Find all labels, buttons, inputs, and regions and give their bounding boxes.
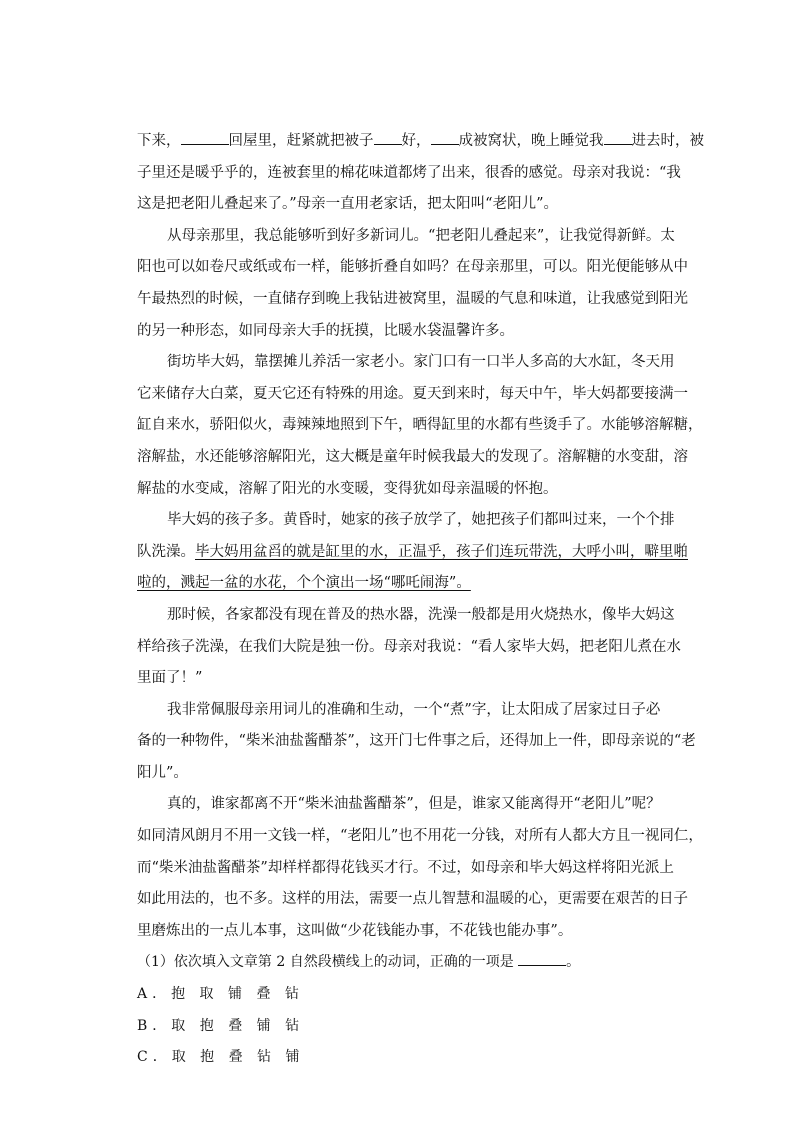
- paragraph-4: [137, 505, 688, 600]
- option-b[interactable]: B．取 抱 叠 铺 钻: [137, 1017, 305, 1034]
- paragraph-line: 备的一种物件，“柴米油盐酱醋茶”，这开门七件事之后，还得加上一件，即母亲说的“老: [137, 733, 696, 750]
- fill-blank-4: [604, 132, 632, 145]
- option-c[interactable]: C．取 抱 叠 钻 铺: [137, 1049, 305, 1066]
- paragraph-line: 毕大妈的孩子多。黄昏时，她家的孩子放学了，她把孩子们都叫过来，一个个排: [167, 512, 675, 529]
- question-stem: [137, 947, 672, 979]
- fill-blank-1: [181, 132, 229, 145]
- paragraph-line: 里磨炼出的一点儿本事，这叫做“少花钱能办事，不花钱也能办事”。: [137, 922, 573, 939]
- option-a[interactable]: A．抱 取 铺 叠 钻: [137, 986, 304, 1003]
- text-span: 好，: [401, 133, 431, 149]
- paragraph-2: [137, 221, 688, 347]
- fill-blank-3: [431, 132, 459, 145]
- paragraph-line: 如同清风朗月不用一文钱一样，“老阳儿”也不用花一分钱，对所有人都大方且一视同仁，: [137, 828, 703, 845]
- paragraph-line: 的另一种形态，如同母亲大手的抚摸，比暖水袋温馨许多。: [137, 322, 514, 339]
- paragraph-line: 真的，谁家都离不开“柴米油盐酱醋茶”，但是，谁家又能离得开“老阳儿”呢？: [167, 796, 661, 813]
- paragraph-line: 街坊毕大妈，靠摆摊儿养活一家老小。家门口有一口半人多高的大水缸，冬天用: [167, 354, 675, 371]
- paragraph-line: 子里还是暖乎乎的，连被套里的棉花味道都烤了出来，很香的感觉。母亲对我说：“我: [137, 164, 681, 181]
- underlined-sentence: 毕大妈用盆舀的就是缸里的水，正温乎，孩子们连玩带洗，大呼小叫，噼里啪: [195, 543, 688, 560]
- paragraph-line: 如此用法的，也不多。这样的用法，需要一点儿智慧和温暖的心，更需要在艰苦的日子: [137, 891, 688, 908]
- paragraph-line: 溶解盐，水还能够溶解阳光，这大概是童年时候我最大的发现了。溶解糖的水变甜，溶: [137, 448, 688, 465]
- paragraph-line: 那时候，各家都没有现在普及的热水器，洗澡一般都是用火烧热水，像毕大妈这: [167, 606, 675, 623]
- paragraph-line: 我非常佩服母亲用词儿的准确和生动，一个“煮”字，让太阳成了居家过日子必: [167, 701, 661, 718]
- paragraph-line: 午最热烈的时候，一直储存到晚上我钻进被窝里，温暖的气息和味道，让我感觉到阳光: [137, 290, 688, 307]
- paragraph-line: 这是把老阳儿叠起来了。”母亲一直用老家话，把太阳叫“老阳儿”。: [137, 196, 558, 213]
- paragraph-line: 它来储存大白菜，夏天它还有特殊的用途。夏天到来时，每天中午，毕大妈都要接满一: [137, 385, 688, 402]
- text-span: 进去时，被: [631, 133, 704, 149]
- paragraph-line: [137, 537, 688, 569]
- paragraph-line: 缸自来水，骄阳似火，毒辣辣地照到下午，晒得缸里的水都有些烫手了。水能够溶解糖，: [137, 417, 703, 434]
- paragraph-3: [137, 347, 703, 505]
- text-span: 队洗澡。: [137, 543, 195, 560]
- paragraph-line: [137, 568, 672, 600]
- paragraph-line: 阳也可以如卷尺或纸或布一样，能够折叠自如吗？在母亲那里，可以。阳光便能够从中: [137, 259, 688, 276]
- paragraph-line: 解盐的水变咸，溶解了阳光的水变暖，变得犹如母亲温暖的怀抱。: [137, 480, 558, 497]
- question-text: （1）依次填入文章第 2 自然段横线上的动词，正确的一项是: [137, 954, 514, 971]
- text-span: 下来，: [137, 133, 181, 149]
- paragraph-line: [137, 126, 704, 158]
- question-block: [137, 947, 672, 1073]
- text-span: 成被窝状，晚上睡觉我: [458, 133, 604, 149]
- paragraph-1: [137, 126, 704, 221]
- answer-blank: [518, 953, 566, 966]
- question-text-end: 。: [566, 954, 581, 971]
- fill-blank-2: [374, 132, 402, 145]
- paragraph-line: 而“柴米油盐酱醋茶”却样样都得花钱买才行。不过，如母亲和毕大妈这样将阳光派上: [137, 859, 674, 876]
- document-page: [137, 126, 704, 1074]
- paragraph-line: 样给孩子洗澡，在我们大院是独一份。母亲对我说：“看人家毕大妈，把老阳儿煮在水: [137, 638, 681, 655]
- paragraph-line: 阳儿”。: [137, 764, 188, 781]
- paragraph-5: [137, 600, 681, 695]
- text-span: 回屋里，赶紧就把被子: [228, 133, 374, 149]
- underlined-sentence: 啦的，溅起一盆的水花，个个演出一场“哪吒闹海”。: [137, 575, 471, 592]
- paragraph-7: [137, 789, 703, 947]
- paragraph-6: [137, 695, 696, 790]
- paragraph-line: 里面了！”: [137, 670, 203, 687]
- paragraph-line: 从母亲那里，我总能够听到好多新词儿。“把老阳儿叠起来”，让我觉得新鲜。太: [167, 227, 675, 244]
